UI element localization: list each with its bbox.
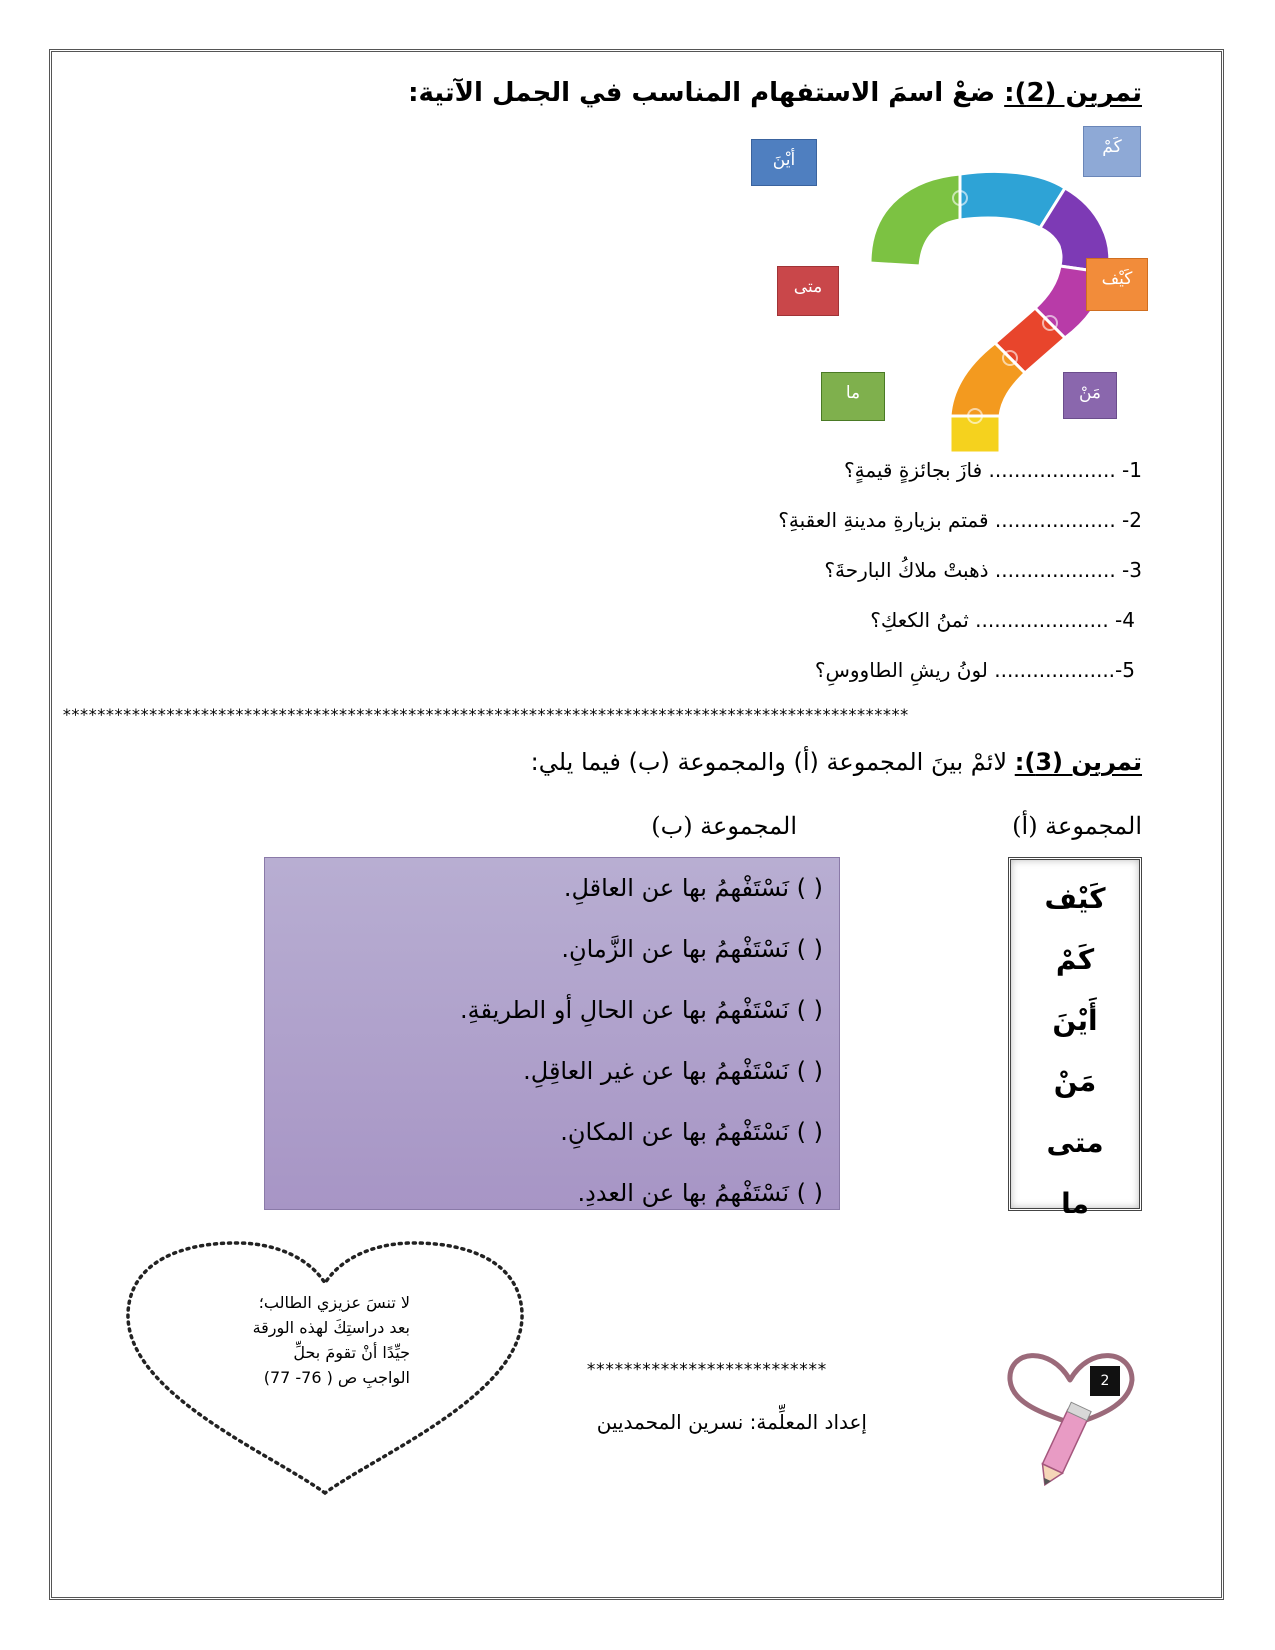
group-a-item: مَنْ bbox=[1053, 1065, 1097, 1098]
separator-stars: ************************************************************************************************** bbox=[62, 705, 909, 724]
author-credit: إعداد المعلِّمة: نسرين المحمديين bbox=[596, 1410, 867, 1434]
tag-mata: متى bbox=[777, 266, 839, 316]
group-b-item: ( ) نَسْتَفْهمُ بها عن الحالِ أو الطريقةِ. bbox=[460, 996, 823, 1024]
group-b-item: ( ) نَسْتَفْهمُ بها عن المكانِ. bbox=[560, 1118, 823, 1146]
group-a-item: أَيْنَ bbox=[1052, 1004, 1098, 1037]
question-4: 4- ..................... ثمنُ الكعكِ؟ bbox=[870, 608, 1135, 632]
pencil-heart-icon bbox=[1000, 1340, 1145, 1490]
tag-ma: ما bbox=[821, 372, 885, 421]
tag-man: مَنْ bbox=[1063, 372, 1117, 419]
heart-note-line: جيِّدًا أنْ تقومَ بحلِّ bbox=[293, 1343, 410, 1362]
question-1: 1- .................... فازَ بجائزةٍ قيمةٍ؟ bbox=[844, 458, 1142, 482]
footer-stars: ************************** bbox=[586, 1360, 827, 1380]
question-2: 2- ................... قمتم بزيارةِ مدينةِ العقبةِ؟ bbox=[778, 508, 1142, 532]
group-b-item: ( ) نَسْتَفْهمُ بها عن غير العاقِلِ. bbox=[523, 1057, 823, 1085]
group-a-box bbox=[1008, 857, 1142, 1220]
exercise2-title: تمرين (2): ضعْ اسمَ الاستفهام المناسب في الجمل الآتية: bbox=[408, 78, 1142, 108]
group-b-box bbox=[264, 857, 840, 1210]
group-a-item: كَمْ bbox=[1055, 943, 1095, 976]
tag-kam: كَمْ bbox=[1083, 126, 1141, 177]
tag-kayfa: كَيْف bbox=[1086, 258, 1148, 311]
group-b-item: ( ) نَسْتَفْهمُ بها عن الزَّمانِ. bbox=[561, 935, 823, 963]
heart-note-line: لا تنسَ عزيزي الطالب؛ bbox=[258, 1293, 410, 1312]
question-3: 3- ................... ذهبتْ ملاكُ البارحةَ؟ bbox=[824, 558, 1142, 582]
heart-note bbox=[230, 1290, 410, 1390]
exercise3-title: تمرين (3): لائمْ بينَ المجموعة (أ) والمجموعة (ب) فيما يلي: bbox=[530, 748, 1142, 776]
group-a-label: المجموعة (أ) bbox=[1012, 812, 1142, 840]
question-5: 5-................... لونُ ريشِ الطاووسِ؟ bbox=[814, 658, 1135, 682]
group-b-item: ( ) نَسْتَفْهمُ بها عن العددِ. bbox=[577, 1179, 823, 1207]
heart-note-line: بعد دراستِكَ لهذه الورقة bbox=[252, 1318, 410, 1337]
tag-ayna: أيْنَ bbox=[751, 139, 817, 186]
group-a-item: كَيْف bbox=[1044, 882, 1106, 915]
heart-note-line: الواجبِ ص ( 76- 77) bbox=[263, 1368, 410, 1387]
page-number: 2 bbox=[1090, 1366, 1120, 1396]
group-a-item: ما bbox=[1061, 1187, 1089, 1220]
group-b-label: المجموعة (ب) bbox=[651, 812, 797, 840]
group-b-item: ( ) نَسْتَفْهمُ بها عن العاقلِ. bbox=[563, 874, 823, 902]
group-a-item: متى bbox=[1046, 1126, 1104, 1159]
